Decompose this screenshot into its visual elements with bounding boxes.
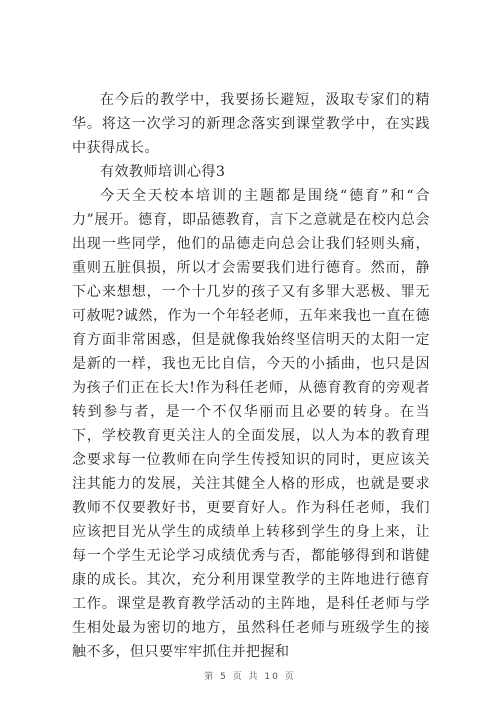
intro-paragraph: 在今后的教学中，我要扬长避短，汲取专家们的精华。将这一次学习的新理念落实到课堂教学中，在实践中获得成长。 bbox=[72, 92, 430, 156]
body-paragraph: 今天全天校本培训的主题都是围绕“德育”和“合力”展开。德育，即品德教育，言下之意就是在校内总会出现一些同学，他们的品德走向总会让我们轻则头痛，重则五脏俱损，所以才会需要我们进行德育。然而，静下心来想想，一个十几岁的孩子又有多罪大恶极、罪无可赦呢?诚然，作为一个年轻老师，五年来我也一直在德育方面非常困惑，但是就像我始终坚信明天的太阳一定是新的一样，我也无比自信，今天的小插曲，也只是因为孩子们正在长大!作为科任老师，从德育教育的旁观者转到参与者，是一个不仅华丽而且必要的转身。在当下，学校教育更关注人的全面发展，以人为本的教育理念要求每一位教师在向学生传授知识的同时，更应该关注其能力的发展，关注其健全人格的形成，也就是要求教师不仅要教好书，更要育好人。作为科任老师，我们应该把目光从学生的成绩单上转移到学生的身上来，让每一个学生无论学习成绩优秀与否，都能够得到和谐健康的成长。其次，充分利用课堂教学的主阵地进行德育工作。课堂是教育教学活动的主阵地，是科任老师与学生相处最为密切的地方，虽然科任老师与班级学生的接触不多，但只要牢牢抓住并把握和 bbox=[72, 188, 430, 660]
section-heading: 有效教师培训心得3 bbox=[100, 164, 226, 180]
page-number-footer: 第 5 页 共 10 页 bbox=[204, 672, 296, 682]
document-content bbox=[72, 88, 430, 664]
